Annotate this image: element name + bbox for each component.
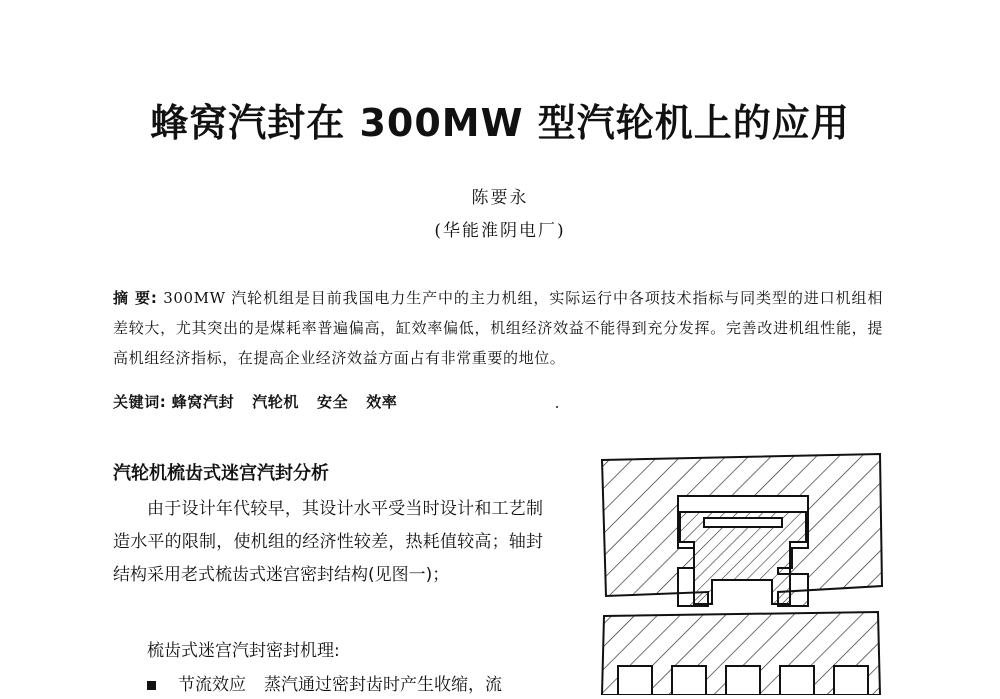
paper-title: 蜂窝汽封在 300MW 型汽轮机上的应用 [150,101,850,145]
section-paragraph: 由于设计年代较早，其设计水平受当时设计和工艺制造水平的限制，使机组的经济性较差，热耗值较高；轴封结构采用老式梳齿式迷宫密封结构(见图一)； [113,499,543,585]
rotor-groove [834,666,868,695]
abstract-text: 300MW 汽轮机组是目前我国电力生产中的主力机组，实际运行中各项技术指标与同类型的进口机组相差较大，尤其突出的是煤耗率普遍偏高，缸效率偏低，机组经济效益不能得到充分发挥。完善改进机组性能，提高机组经济指标，在提高企业经济效益方面占有非常重要的地位。 [113,289,883,367]
rotor-groove [780,666,814,695]
keywords [113,391,415,412]
bullet-text: 蒸汽通过密封齿时产生收缩，流 [264,675,502,695]
abstract [113,283,883,373]
labyrinth-seal-cross-section-diagram [596,450,886,695]
rotor-groove [726,666,760,695]
scan-speck [556,406,558,408]
bullet-square-icon [147,681,156,690]
author-name: 陈要永 [471,188,529,208]
keywords-label: 关键词: [113,393,167,411]
rotor-groove [672,666,706,695]
abstract-label: 摘 要: [113,289,158,307]
keyword: 效率 [366,393,398,411]
keyword: 汽轮机 [252,393,299,411]
spring-strip [704,518,782,527]
keyword: 蜂窝汽封 [171,393,235,411]
rotor-groove [618,666,652,695]
bullet-item [147,670,502,695]
author-affiliation: (华能淮阴电厂) [434,221,566,241]
keyword: 安全 [317,393,349,411]
bullet-term: 节流效应 [178,675,246,695]
section-heading: 汽轮机梳齿式迷宫汽封分析 [113,463,329,484]
mechanism-label: 梳齿式迷宫汽封密封机理: [147,641,340,661]
